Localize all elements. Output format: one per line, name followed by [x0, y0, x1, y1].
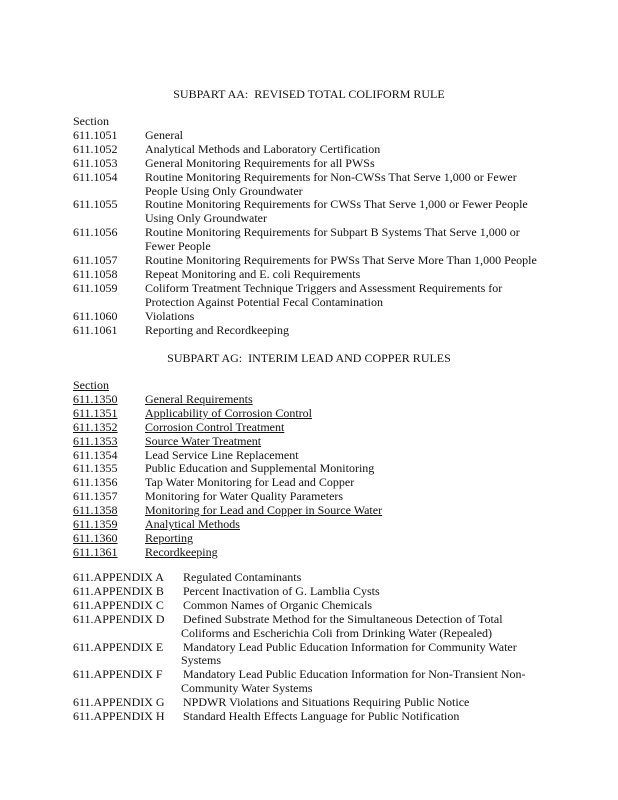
section-title: Routine Monitoring Requirements for PWSs That Serve More Than 1,000 People [145, 253, 537, 268]
section-number: 611.1054 [73, 169, 118, 184]
section-entry [73, 157, 553, 171]
section-number[interactable]: 611.1360 [73, 530, 118, 545]
section-number: 611.1058 [73, 266, 118, 281]
section-title: Routine Monitoring Requirements for Non-CWSs That Serve 1,000 or Fewer People Using Only Groundwater [145, 169, 517, 198]
section-number: 611.APPENDIX C [73, 597, 164, 612]
section-link[interactable]: Corrosion Control Treatment [145, 419, 285, 434]
section-title: Regulated Contaminants [183, 570, 302, 584]
section-link[interactable]: Monitoring for Lead and Copper in Source Water [145, 503, 383, 518]
section-number: 611.APPENDIX A [73, 570, 164, 584]
section-number[interactable]: 611.1351 [73, 405, 118, 420]
section-title: Common Names of Organic Chemicals [183, 597, 373, 612]
section-entry[interactable] [73, 518, 553, 532]
section-entry [73, 254, 553, 268]
section-entry[interactable] [73, 421, 553, 435]
section-number: 611.1055 [73, 197, 118, 212]
subpart-aa-title: SUBPART AA: REVISED TOTAL COLIFORM RULE [173, 87, 445, 101]
section-title: Lead Service Line Replacement [145, 447, 299, 462]
section-title: Public Education and Supplemental Monitoring [145, 461, 375, 476]
section-number: 611.APPENDIX D [73, 611, 165, 626]
section-link[interactable]: Source Water Treatment [145, 433, 262, 448]
subpart-ag-title: SUBPART AG: INTERIM LEAD AND COPPER RULES [167, 351, 451, 365]
section-number: 611.1059 [73, 280, 118, 295]
section-title: Routine Monitoring Requirements for CWSs That Serve 1,000 or Fewer People Using Only Groundwater [145, 197, 528, 226]
section-number[interactable]: 611.1359 [73, 517, 118, 532]
section-title: Percent Inactivation of G. Lamblia Cysts [183, 583, 380, 598]
section-title: Routine Monitoring Requirements for Subpart B Systems That Serve 1,000 or Fewer People [145, 225, 520, 254]
section-number: 611.1354 [73, 447, 118, 462]
section-entry [73, 490, 553, 504]
section-entry [73, 462, 553, 476]
appendix-list [73, 571, 553, 724]
subpart-ag-section-list [73, 379, 553, 560]
appendix-entry [73, 668, 553, 696]
section-number: 611.1056 [73, 225, 118, 240]
section-title: Tap Water Monitoring for Lead and Copper [145, 475, 355, 490]
section-number: 611.APPENDIX F [73, 667, 163, 682]
section-title: General Monitoring Requirements for all PWSs [145, 155, 375, 170]
section-entry [73, 226, 553, 254]
section-entry[interactable] [73, 532, 553, 546]
section-number: 611.1355 [73, 461, 118, 476]
section-number[interactable]: 611.1352 [73, 419, 118, 434]
section-title: Defined Substrate Method for the Simultaneous Detection of Total Coliforms and Escherichia Coli from Drinking Water (Repealed) [181, 611, 503, 640]
appendix-entry [73, 585, 553, 599]
section-title: Violations [145, 308, 195, 323]
section-link[interactable]: Recordkeeping [145, 544, 218, 559]
appendix-entry [73, 641, 553, 669]
section-title: Reporting and Recordkeeping [145, 322, 289, 337]
section-number: 611.APPENDIX H [73, 709, 165, 724]
section-entry [73, 324, 553, 338]
appendix-entry [73, 710, 553, 724]
section-entry [73, 143, 553, 157]
section-title: Mandatory Lead Public Education Information for Community Water Systems [181, 639, 517, 668]
section-entry[interactable] [73, 504, 553, 518]
section-number: 611.1057 [73, 253, 118, 268]
section-link[interactable]: Applicability of Corrosion Control [145, 405, 312, 420]
section-number[interactable]: 611.1353 [73, 433, 118, 448]
section-link[interactable]: General Requirements [145, 391, 253, 406]
section-number: 611.APPENDIX G [73, 695, 165, 710]
subpart-aa-section-list [73, 115, 553, 338]
section-number: 611.1357 [73, 489, 118, 504]
section-label: Section [73, 114, 109, 128]
section-number[interactable]: 611.1358 [73, 503, 118, 518]
section-number: 611.1051 [73, 127, 118, 142]
section-entry [73, 171, 553, 199]
appendix-entry [73, 571, 553, 585]
section-link[interactable]: Analytical Methods [145, 517, 240, 532]
section-link[interactable]: Reporting [145, 530, 193, 545]
section-title: Standard Health Effects Language for Public Notification [183, 709, 460, 724]
appendix-entry [73, 599, 553, 613]
section-entry[interactable] [73, 546, 553, 560]
section-entry[interactable] [73, 435, 553, 449]
section-number[interactable]: 611.1361 [73, 544, 118, 559]
section-entry[interactable] [73, 393, 553, 407]
appendix-entry [73, 696, 553, 710]
section-title: Analytical Methods and Laboratory Certification [145, 141, 381, 156]
section-title: Repeat Monitoring and E. coli Requirements [145, 266, 361, 281]
section-number[interactable]: 611.1350 [73, 391, 118, 406]
section-number: 611.1053 [73, 155, 118, 170]
section-title: General [145, 127, 183, 142]
section-entry [73, 129, 553, 143]
section-entry[interactable] [73, 407, 553, 421]
section-title: NPDWR Violations and Situations Requiring Public Notice [183, 695, 470, 710]
section-number: 611.APPENDIX E [73, 639, 164, 654]
appendix-entry [73, 613, 553, 641]
section-entry [73, 198, 553, 226]
section-title: Coliform Treatment Technique Triggers and Assessment Requirements for Protection Against Potential Fecal Contamination [145, 280, 503, 309]
section-title: Monitoring for Water Quality Parameters [145, 489, 344, 504]
section-number: 611.1060 [73, 308, 118, 323]
section-label: Section [73, 378, 109, 392]
section-number: 611.1061 [73, 322, 118, 337]
section-entry [73, 310, 553, 324]
section-entry [73, 476, 553, 490]
section-title: Mandatory Lead Public Education Information for Non-Transient Non-Community Water Systems [181, 667, 526, 696]
section-entry [73, 268, 553, 282]
section-entry [73, 449, 553, 463]
section-number: 611.APPENDIX B [73, 583, 164, 598]
section-number: 611.1052 [73, 141, 118, 156]
section-entry [73, 282, 553, 310]
section-number: 611.1356 [73, 475, 118, 490]
